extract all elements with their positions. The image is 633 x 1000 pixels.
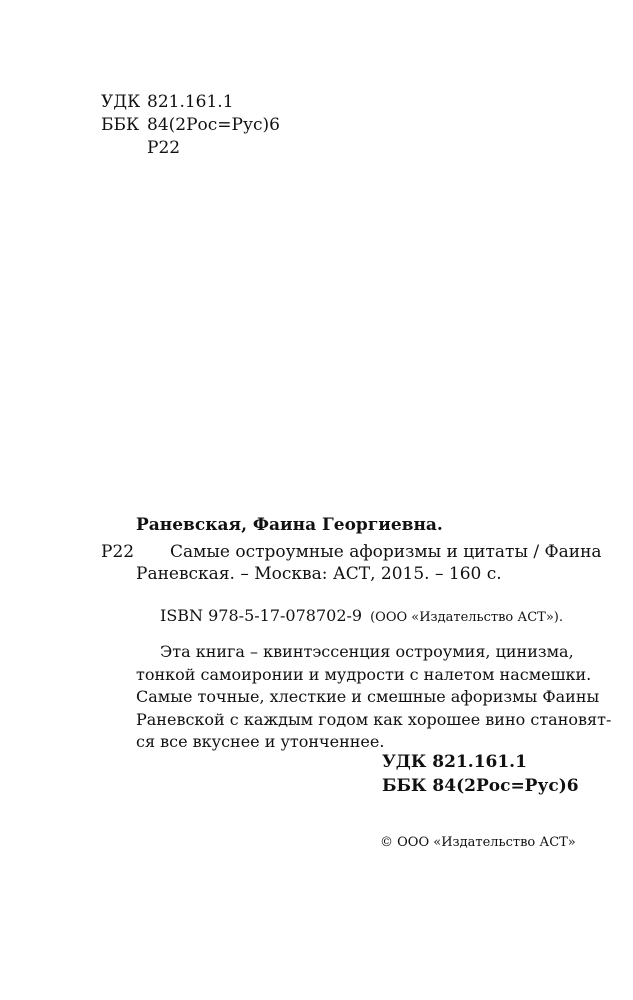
isbn-publisher: (ООО «Издательство АСТ»). — [370, 610, 563, 625]
top-classification-codes — [101, 91, 280, 160]
title-line-2: Раневская. – Москва: АСТ, 2015. – 160 с. — [136, 564, 502, 584]
annotation-line: Эта книга – квинтэссенция остроумия, цинизма, — [160, 642, 574, 661]
author-sign-card: Р22 — [101, 542, 135, 562]
bottom-bbk: ББК 84(2Рос=Рус)6 — [382, 776, 579, 796]
isbn-number: ISBN 978-5-17-078702-9 — [160, 606, 363, 625]
udk-row — [101, 91, 280, 114]
copyright-notice: © ООО «Издательство АСТ» — [380, 835, 576, 850]
annotation — [136, 641, 612, 754]
bbk-row — [101, 114, 280, 137]
bottom-classification-codes — [382, 750, 579, 798]
author-heading: Раневская, Фаина Георгиевна. — [136, 515, 443, 535]
bbk-value: 84(2Рос=Рус)6 — [147, 115, 280, 135]
annotation-line: тонкой самоиронии и мудрости с налетом насмешки. — [136, 664, 592, 684]
udk-value: 821.161.1 — [147, 92, 234, 112]
bottom-udk: УДК 821.161.1 — [382, 752, 527, 772]
udk-label: УДК — [101, 92, 141, 112]
annotation-line: ся все вкуснее и утонченнее. — [136, 732, 385, 751]
bbk-label: ББК — [101, 115, 140, 135]
isbn-line — [160, 605, 563, 629]
author-sign-top: Р22 — [147, 138, 181, 158]
annotation-line: Самые точные, хлесткие и смешные афоризмы Фаины — [136, 687, 600, 706]
title-line-1: Самые остроумные афоризмы и цитаты / Фаина — [170, 542, 602, 562]
annotation-line: Раневской с каждым годом как хорошее вино становят- — [136, 709, 612, 729]
